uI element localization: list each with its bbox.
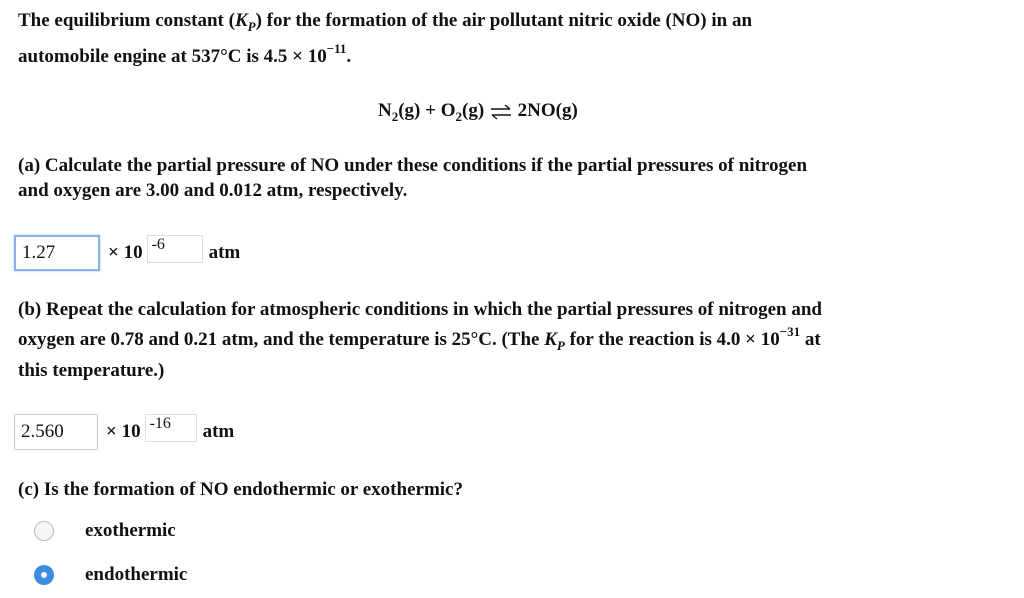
part-a-mantissa-input[interactable]: 1.27 — [14, 235, 100, 271]
intro-period: . — [346, 46, 352, 67]
part-b-text: oxygen are 0.78 and 0.21 atm, and the temperature is 25°C. (The — [18, 329, 545, 350]
option-label: endothermic — [85, 564, 188, 585]
part-a-unit: atm — [208, 242, 241, 263]
part-c-question: (c) Is the formation of NO endothermic or exothermic? — [18, 479, 463, 500]
part-b-text: for the reaction is 4.0 × 10 — [564, 329, 780, 350]
part-b-exponent: −31 — [779, 323, 801, 339]
o2-subscript: 2 — [455, 108, 462, 124]
intro-line-2 — [18, 40, 352, 69]
part-a-answer-row — [14, 235, 240, 271]
product: 2NO(g) — [512, 100, 578, 121]
o2-state: (g) — [462, 100, 485, 121]
part-b-answer-row — [14, 414, 234, 450]
radio-checked-icon[interactable] — [34, 565, 54, 585]
part-b-mantissa-input[interactable]: 2.560 — [14, 414, 98, 450]
intro-exponent: −11 — [326, 40, 347, 56]
kp-symbol: K — [234, 10, 248, 31]
part-a-question-line-1: (a) Calculate the partial pressure of NO under these conditions if the partial pressures of nitrogen — [18, 155, 808, 176]
part-a-question-line-2: and oxygen are 3.00 and 0.012 atm, respectively. — [18, 180, 408, 201]
intro-text: automobile engine at 537°C is 4.5 × 10 — [18, 46, 327, 67]
intro-text: ) for the formation of the air pollutant nitric oxide (NO) in an — [255, 10, 753, 31]
option-label: exothermic — [85, 520, 176, 541]
kp-subscript: P — [556, 337, 565, 353]
part-b-question-line-3: this temperature.) — [18, 360, 165, 381]
intro-text: The equilibrium constant ( — [18, 10, 235, 31]
n2-state: (g) + O — [398, 100, 456, 121]
part-b-unit: atm — [202, 421, 235, 442]
option-exothermic[interactable] — [34, 519, 176, 543]
part-b-text: at — [800, 329, 821, 350]
part-b-times-ten: × 10 — [106, 421, 141, 442]
part-a-exponent-input[interactable]: -6 — [147, 235, 203, 263]
reaction-equation — [378, 99, 578, 123]
kp-symbol: K — [544, 329, 557, 350]
part-b-question-line-1: (b) Repeat the calculation for atmospheric conditions in which the partial pressures of nitrogen and — [18, 299, 822, 320]
part-b-exponent-input[interactable]: -16 — [145, 414, 197, 442]
radio-unchecked-icon[interactable] — [34, 521, 54, 541]
equilibrium-arrow-icon — [490, 104, 512, 120]
intro-line-1 — [18, 9, 752, 33]
n2-symbol: N — [378, 100, 392, 121]
kp-subscript: P — [247, 18, 256, 34]
part-b-question-line-2 — [18, 323, 821, 353]
part-a-times-ten: × 10 — [108, 242, 143, 263]
n2-subscript: 2 — [391, 108, 399, 124]
option-endothermic[interactable] — [34, 563, 187, 587]
